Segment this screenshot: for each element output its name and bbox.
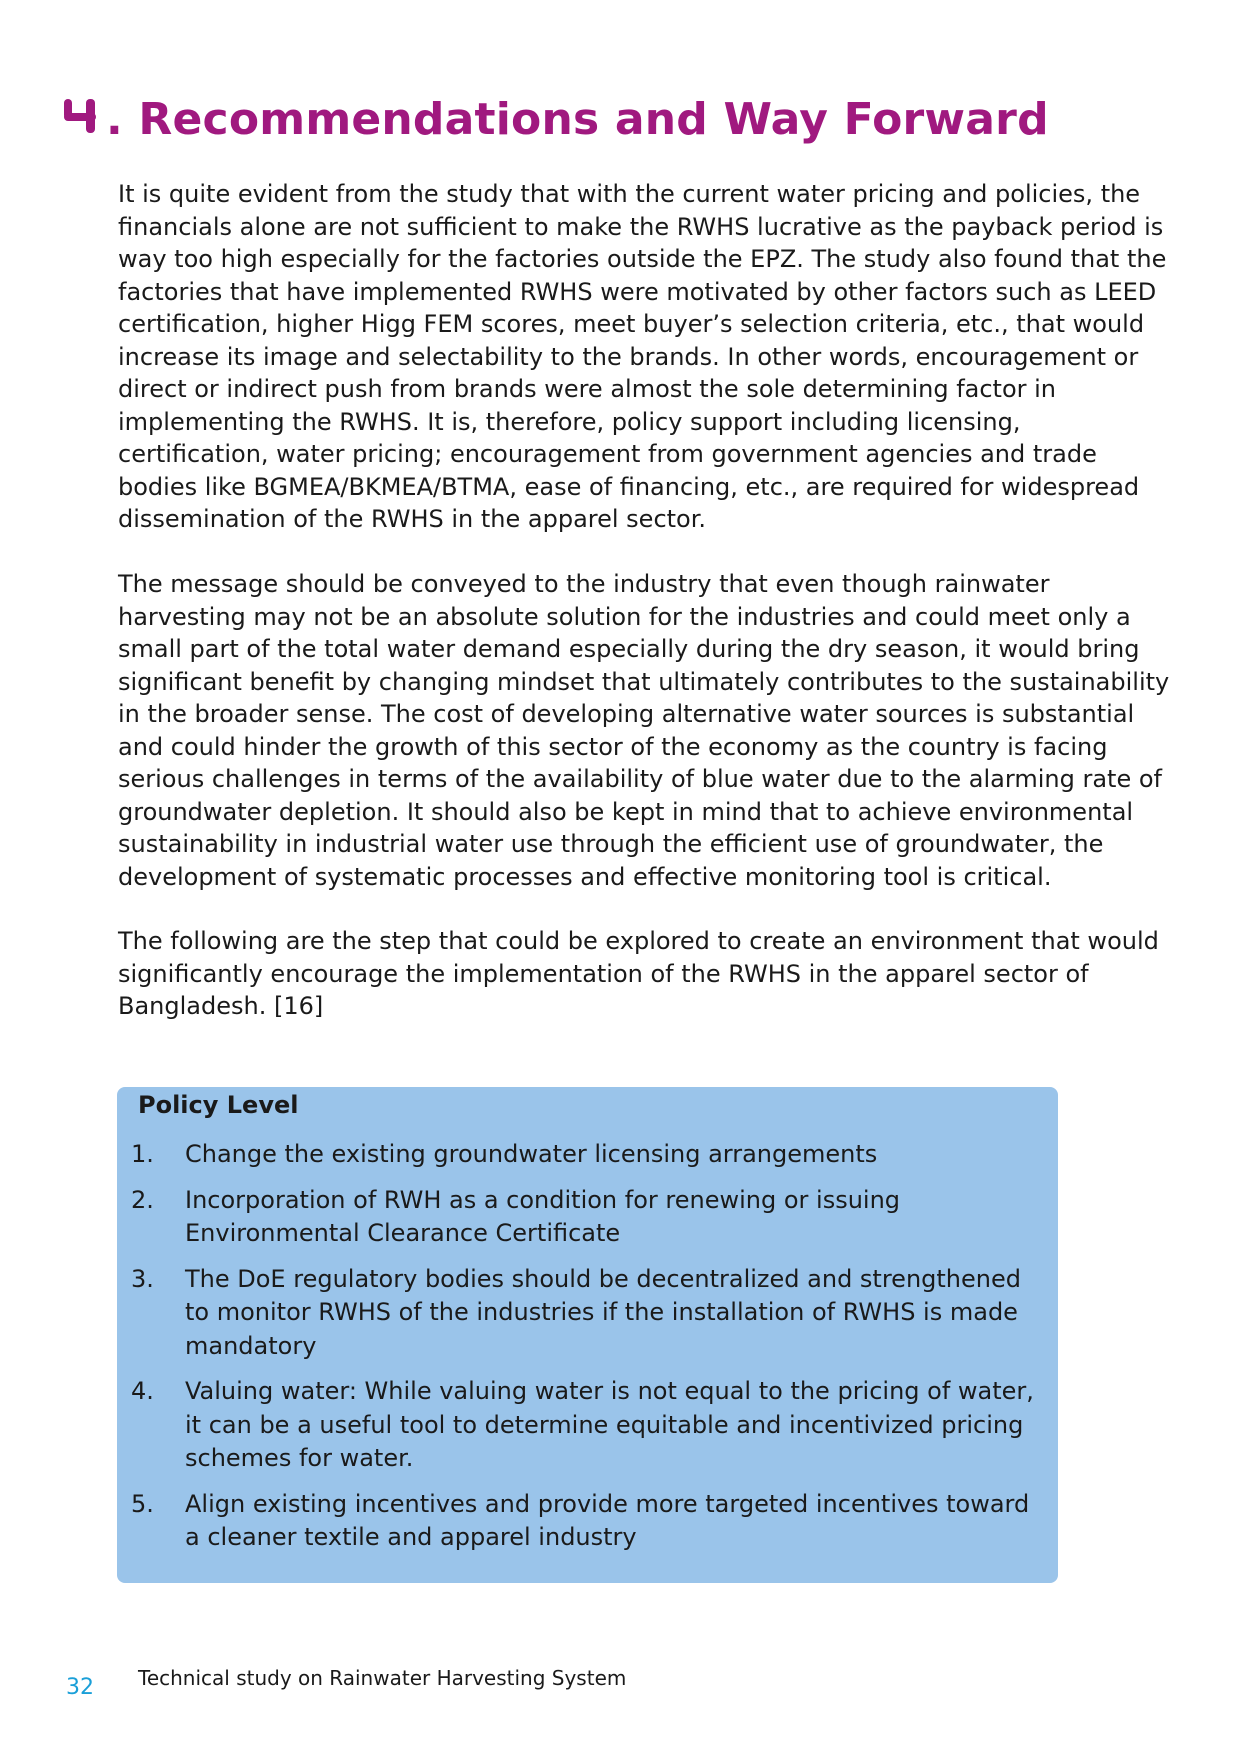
- paragraph-1: It is quite evident from the study that with the current water pricing and policies, the financials alone are not sufficient to make the RWHS lucrative as the payback period is way too high especially for the factories outside the EPZ. The study also found that the factories that have implemented RWHS were motivated by other factors such as LEED certification, higher Higg FEM scores, meet buyer’s selection criteria, etc., that would increase its image and selectability to the brands. In other words, encouragement or direct or indirect push from brands were almost the sole determining factor in implementing the RWHS. It is, therefore, policy support including licensing, certification, water pricing; encouragement from government agencies and trade bodies like BGMEA/BKMEA/BTMA, ease of financing, etc., are required for widespread dissemination of the RWHS in the apparel sector.: [118, 180, 1167, 533]
- policy-level-title: Policy Level: [138, 1091, 299, 1119]
- list-item-number: 2.: [131, 1185, 154, 1214]
- list-item: [131, 1488, 1041, 1555]
- list-item-text: Incorporation of RWH as a condition for renewing or issuing Environmental Clearance Certificate: [185, 1185, 901, 1247]
- paragraph-2: The message should be conveyed to the industry that even though rainwater harvesting may not be an absolute solution for the industries and could meet only a small part of the total water demand especially during the dry season, it would bring significant benefit by changing mindset that ultimately contributes to the sustainability in the broader sense. The cost of developing alternative water sources is substantial and could hinder the growth of this sector of the economy as the country is facing serious challenges in terms of the availability of blue water due to the alarming rate of groundwater depletion. It should also be kept in mind that to achieve environmental sustainability in industrial water use through the efficient use of groundwater, the development of systematic processes and effective monitoring tool is critical.: [118, 570, 1170, 891]
- footer-text: Technical study on Rainwater Harvesting System: [138, 1666, 627, 1690]
- page-number: 32: [66, 1675, 94, 1700]
- section-title: . Recommendations and Way Forward: [106, 94, 1049, 145]
- list-item-number: 3.: [131, 1264, 154, 1293]
- list-item-text: Align existing incentives and provide more targeted incentives toward a cleaner textile and apparel industry: [185, 1489, 1030, 1551]
- section-number-4-glyph: [64, 99, 98, 133]
- list-item-text: Valuing water: While valuing water is not equal to the pricing of water, it can be a useful tool to determine equitable and incentivized pricing schemes for water.: [185, 1377, 1034, 1472]
- list-item-text: Change the existing groundwater licensing arrangements: [185, 1140, 878, 1168]
- list-item: [131, 1375, 1041, 1476]
- paragraph-3: The following are the step that could be explored to create an environment that would significantly encourage the implementation of the RWHS in the apparel sector of Bangladesh. [16]: [118, 927, 1159, 1020]
- policy-level-box: [117, 1087, 1058, 1583]
- list-item-text: The DoE regulatory bodies should be decentralized and strengthened to monitor RWHS of the industries if the installation of RWHS is made mandatory: [185, 1264, 1021, 1360]
- list-item-number: 5.: [131, 1489, 154, 1518]
- section-heading: [64, 94, 1049, 145]
- list-item: [131, 1138, 1041, 1172]
- list-item: [131, 1184, 1041, 1251]
- list-item-number: 1.: [131, 1140, 154, 1168]
- list-item-number: 4.: [131, 1377, 154, 1405]
- policy-list: [131, 1138, 1041, 1567]
- list-item: [131, 1263, 1041, 1364]
